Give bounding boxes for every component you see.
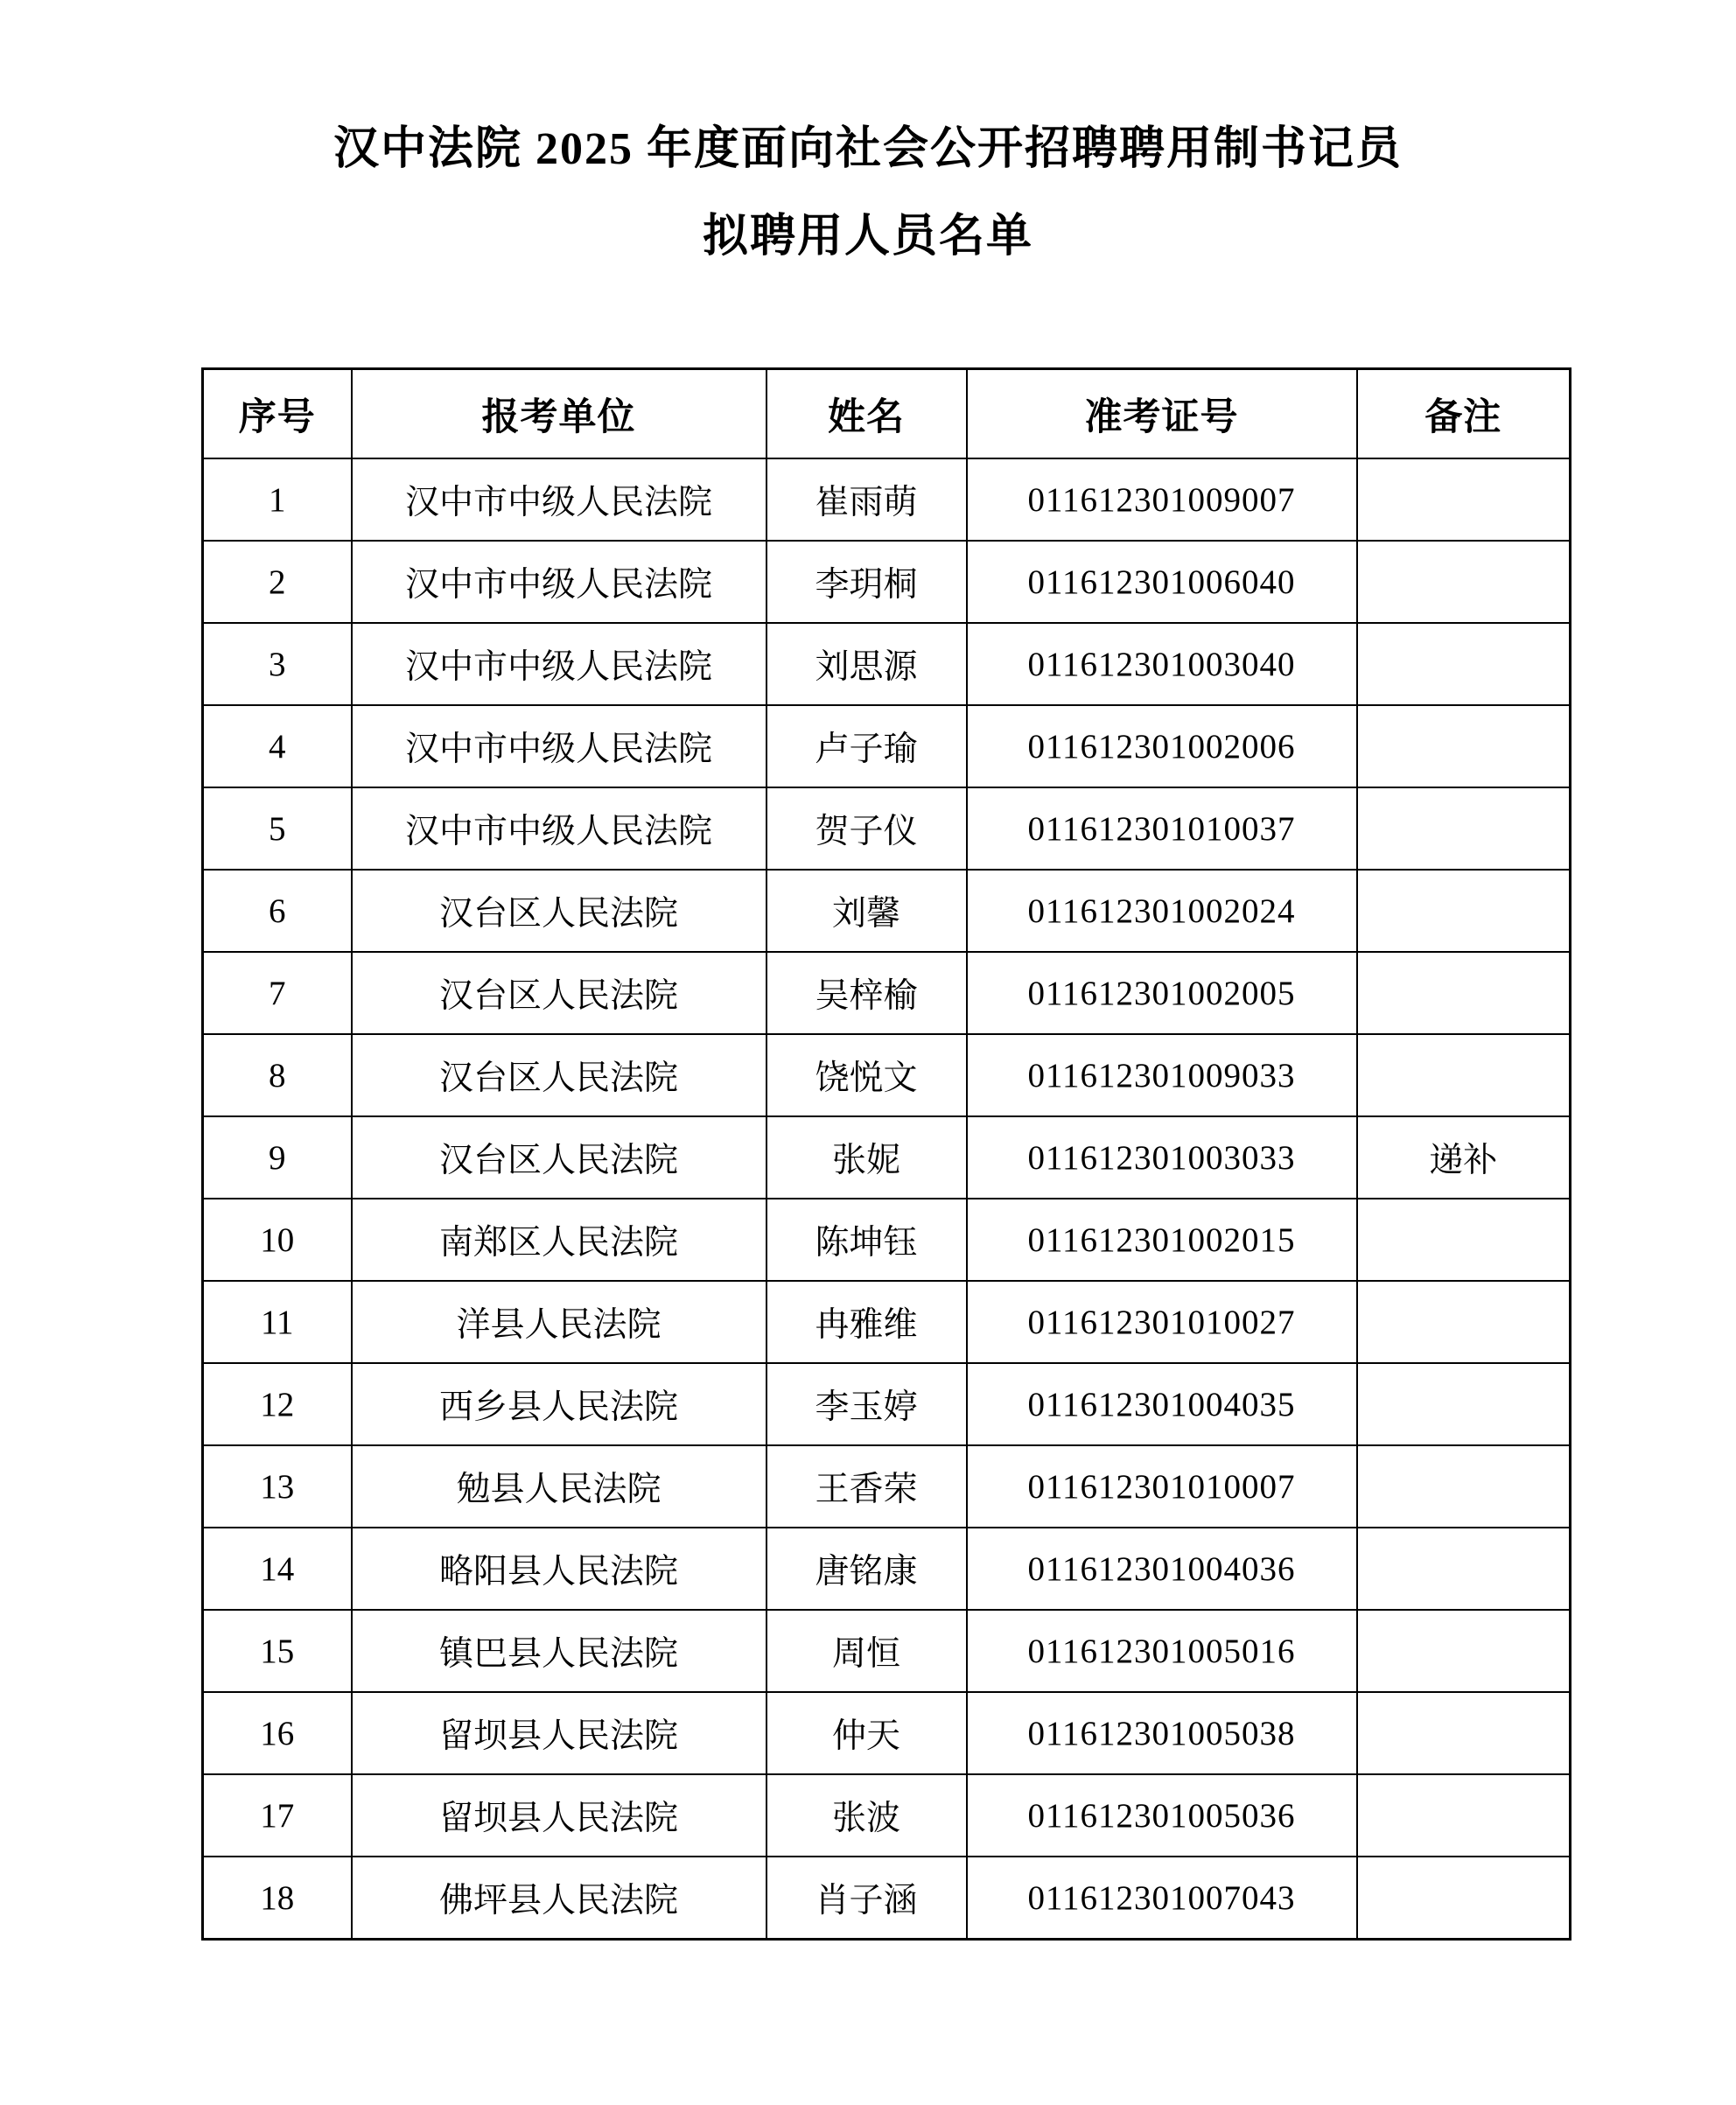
table-row	[203, 1034, 1571, 1116]
col-header-ticket: 准考证号	[967, 369, 1357, 459]
cell-name: 张波	[766, 1774, 967, 1857]
cell-remark	[1357, 1610, 1571, 1692]
cell-ticket: 011612301002015	[967, 1199, 1357, 1281]
cell-ticket: 011612301002005	[967, 952, 1357, 1034]
cell-remark	[1357, 870, 1571, 952]
cell-no: 4	[203, 705, 352, 787]
cell-no: 15	[203, 1610, 352, 1692]
cell-remark	[1357, 1281, 1571, 1363]
cell-ticket: 011612301002006	[967, 705, 1357, 787]
cell-ticket: 011612301010037	[967, 787, 1357, 870]
table-row	[203, 623, 1571, 705]
cell-unit: 留坝县人民法院	[352, 1692, 766, 1774]
col-header-unit: 报考单位	[352, 369, 766, 459]
cell-ticket: 011612301003033	[967, 1116, 1357, 1199]
cell-name: 王香荣	[766, 1445, 967, 1528]
cell-unit: 勉县人民法院	[352, 1445, 766, 1528]
cell-unit: 汉台区人民法院	[352, 870, 766, 952]
cell-unit: 汉中市中级人民法院	[352, 705, 766, 787]
cell-name: 唐铭康	[766, 1528, 967, 1610]
cell-unit: 汉中市中级人民法院	[352, 787, 766, 870]
table-row	[203, 1199, 1571, 1281]
cell-remark	[1357, 1774, 1571, 1857]
cell-remark	[1357, 458, 1571, 541]
table-row	[203, 1116, 1571, 1199]
cell-no: 2	[203, 541, 352, 623]
table-row	[203, 1363, 1571, 1445]
table-row	[203, 787, 1571, 870]
cell-name: 贺子仪	[766, 787, 967, 870]
cell-unit: 汉中市中级人民法院	[352, 623, 766, 705]
doc-title-line2: 拟聘用人员名单	[702, 212, 1033, 262]
cell-name: 刘馨	[766, 870, 967, 952]
cell-name: 卢子瑜	[766, 705, 967, 787]
cell-no: 10	[203, 1199, 352, 1281]
table-row	[203, 952, 1571, 1034]
table-row	[203, 1774, 1571, 1857]
doc-title-line1: 汉中法院 2025 年度面向社会公开招聘聘用制书记员	[332, 124, 1403, 174]
cell-no: 5	[203, 787, 352, 870]
col-header-serial: 序号	[203, 369, 352, 459]
col-header-remark: 备注	[1357, 369, 1571, 459]
cell-unit: 汉台区人民法院	[352, 952, 766, 1034]
table-row	[203, 1445, 1571, 1528]
cell-remark	[1357, 1363, 1571, 1445]
cell-unit: 汉中市中级人民法院	[352, 541, 766, 623]
col-header-name: 姓名	[766, 369, 967, 459]
table-row	[203, 705, 1571, 787]
cell-ticket: 011612301002024	[967, 870, 1357, 952]
cell-unit: 留坝县人民法院	[352, 1774, 766, 1857]
cell-remark	[1357, 1199, 1571, 1281]
cell-remark	[1357, 952, 1571, 1034]
table-row	[203, 1692, 1571, 1774]
table-row	[203, 870, 1571, 952]
cell-name: 肖子涵	[766, 1857, 967, 1940]
cell-ticket: 011612301009007	[967, 458, 1357, 541]
cell-no: 9	[203, 1116, 352, 1199]
cell-unit: 汉台区人民法院	[352, 1034, 766, 1116]
cell-no: 6	[203, 870, 352, 952]
cell-remark	[1357, 1857, 1571, 1940]
hire-list-table	[201, 367, 1572, 1941]
cell-name: 李玉婷	[766, 1363, 967, 1445]
cell-name: 吴梓榆	[766, 952, 967, 1034]
cell-name: 冉雅维	[766, 1281, 967, 1363]
cell-unit: 汉台区人民法院	[352, 1116, 766, 1199]
cell-ticket: 011612301009033	[967, 1034, 1357, 1116]
cell-no: 18	[203, 1857, 352, 1940]
table-row	[203, 458, 1571, 541]
table-row	[203, 1281, 1571, 1363]
cell-ticket: 011612301007043	[967, 1857, 1357, 1940]
cell-ticket: 011612301010007	[967, 1445, 1357, 1528]
cell-ticket: 011612301003040	[967, 623, 1357, 705]
cell-name: 仲天	[766, 1692, 967, 1774]
header-row	[203, 369, 1571, 459]
cell-no: 17	[203, 1774, 352, 1857]
cell-remark	[1357, 541, 1571, 623]
cell-remark	[1357, 705, 1571, 787]
cell-ticket: 011612301004035	[967, 1363, 1357, 1445]
cell-remark: 递补	[1357, 1116, 1571, 1199]
cell-no: 3	[203, 623, 352, 705]
table-row	[203, 1528, 1571, 1610]
cell-unit: 西乡县人民法院	[352, 1363, 766, 1445]
cell-name: 李玥桐	[766, 541, 967, 623]
cell-ticket: 011612301005038	[967, 1692, 1357, 1774]
cell-unit: 洋县人民法院	[352, 1281, 766, 1363]
cell-ticket: 011612301005016	[967, 1610, 1357, 1692]
cell-ticket: 011612301004036	[967, 1528, 1357, 1610]
cell-no: 12	[203, 1363, 352, 1445]
cell-remark	[1357, 1528, 1571, 1610]
cell-unit: 佛坪县人民法院	[352, 1857, 766, 1940]
cell-unit: 南郑区人民法院	[352, 1199, 766, 1281]
table-row	[203, 1857, 1571, 1940]
cell-no: 11	[203, 1281, 352, 1363]
cell-remark	[1357, 623, 1571, 705]
cell-remark	[1357, 787, 1571, 870]
cell-no: 7	[203, 952, 352, 1034]
cell-remark	[1357, 1692, 1571, 1774]
cell-name: 陈坤钰	[766, 1199, 967, 1281]
table-body	[203, 458, 1571, 1940]
cell-no: 8	[203, 1034, 352, 1116]
cell-unit: 镇巴县人民法院	[352, 1610, 766, 1692]
cell-name: 饶悦文	[766, 1034, 967, 1116]
cell-name: 刘思源	[766, 623, 967, 705]
cell-ticket: 011612301005036	[967, 1774, 1357, 1857]
cell-name: 张妮	[766, 1116, 967, 1199]
cell-remark	[1357, 1445, 1571, 1528]
cell-ticket: 011612301006040	[967, 541, 1357, 623]
table-row	[203, 1610, 1571, 1692]
cell-unit: 略阳县人民法院	[352, 1528, 766, 1610]
cell-ticket: 011612301010027	[967, 1281, 1357, 1363]
cell-no: 14	[203, 1528, 352, 1610]
table-row	[203, 541, 1571, 623]
cell-unit: 汉中市中级人民法院	[352, 458, 766, 541]
cell-no: 13	[203, 1445, 352, 1528]
cell-no: 1	[203, 458, 352, 541]
cell-name: 周恒	[766, 1610, 967, 1692]
cell-no: 16	[203, 1692, 352, 1774]
cell-name: 崔雨萌	[766, 458, 967, 541]
cell-remark	[1357, 1034, 1571, 1116]
